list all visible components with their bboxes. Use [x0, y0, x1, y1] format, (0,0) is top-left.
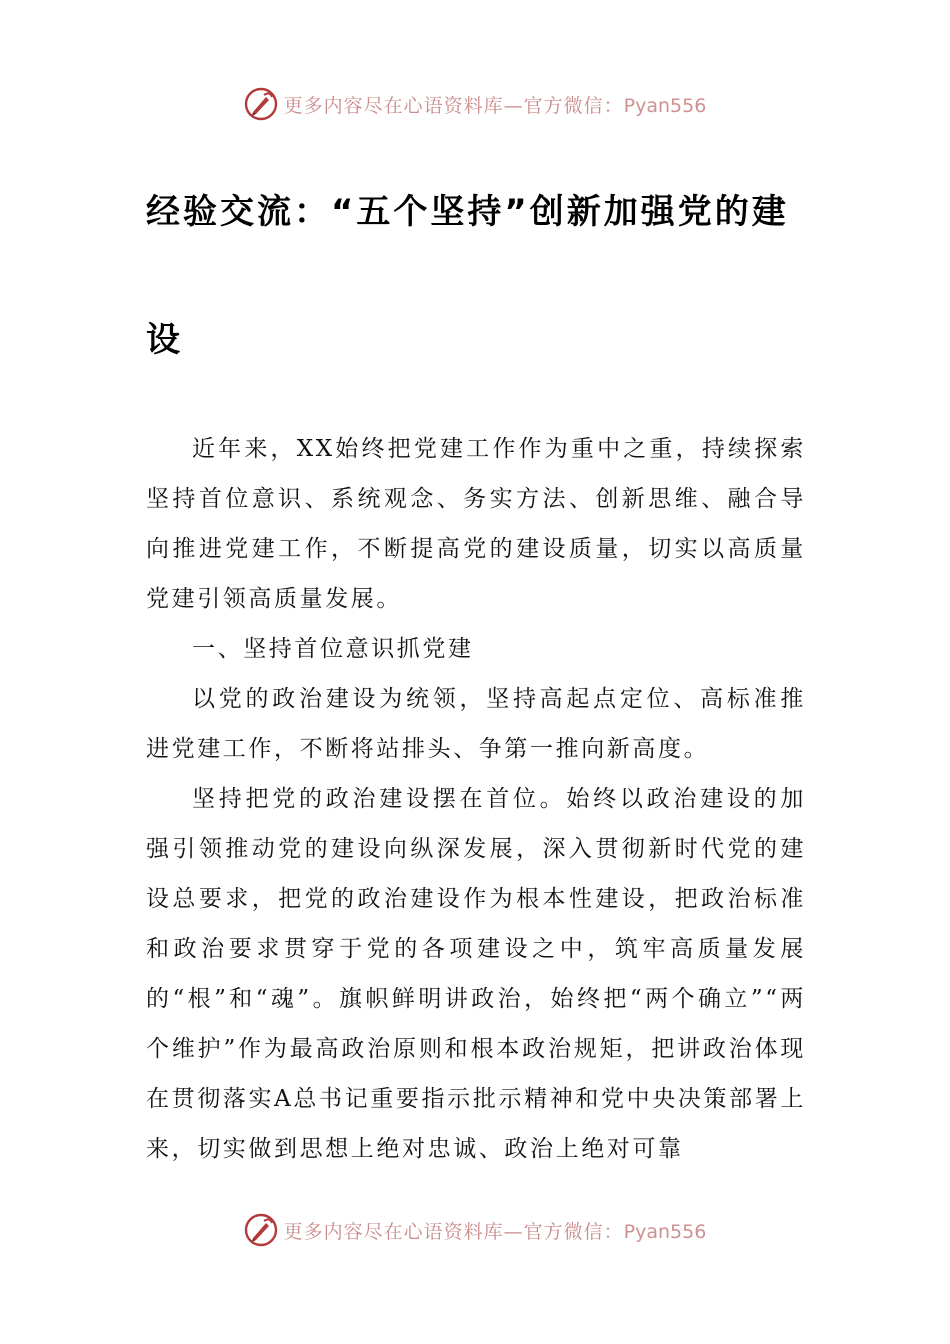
pen-seal-icon: [244, 87, 278, 121]
watermark-text: [284, 1217, 707, 1244]
watermark-text: [284, 91, 707, 118]
pen-seal-icon: [244, 1213, 278, 1247]
watermark-banner-bottom: [0, 1210, 950, 1250]
document-title: 经验交流：“五个坚持”创新加强党的建设: [146, 192, 789, 360]
paragraph-political-building: 坚持把党的政治建设摆在首位。始终以政治建设的加强引领推动党的建设向纵深发展，深入贯彻新时代党的建设总要求，把党的政治建设作为根本性建设，把政治标准和政治要求贯穿于党的各项建设之中，筑牢高质量发展的“根”和“魂”。旗帜鲜明讲政治，始终把“两个确立”“两个维护”作为最高政治原则和根本政治规矩，把讲政治体现在贯彻落实A总书记重要指示批示精神和党中央决策部署上来，切实做到思想上绝对忠诚、政治上绝对可靠: [146, 786, 806, 1162]
document-body: [146, 424, 806, 1174]
watermark-banner-top: [0, 84, 950, 124]
paragraph-section-summary: 以党的政治建设为统领，坚持高起点定位、高标准推进党建工作，不断将站排头、争第一推向新高度。: [146, 686, 806, 762]
watermark-wechat-id: Pyan556: [623, 94, 707, 117]
watermark-wechat-id: Pyan556: [623, 1220, 707, 1243]
watermark-label: 更多内容尽在心语资料库—官方微信：: [283, 1220, 624, 1243]
section-heading: 一、坚持首位意识抓党建: [192, 636, 474, 662]
watermark-label: 更多内容尽在心语资料库—官方微信：: [283, 94, 624, 117]
paragraph-intro: 近年来，XX始终把党建工作作为重中之重，持续探索坚持首位意识、系统观念、务实方法、创新思维、融合导向推进党建工作，不断提高党的建设质量，切实以高质量党建引领高质量发展。: [146, 436, 806, 612]
